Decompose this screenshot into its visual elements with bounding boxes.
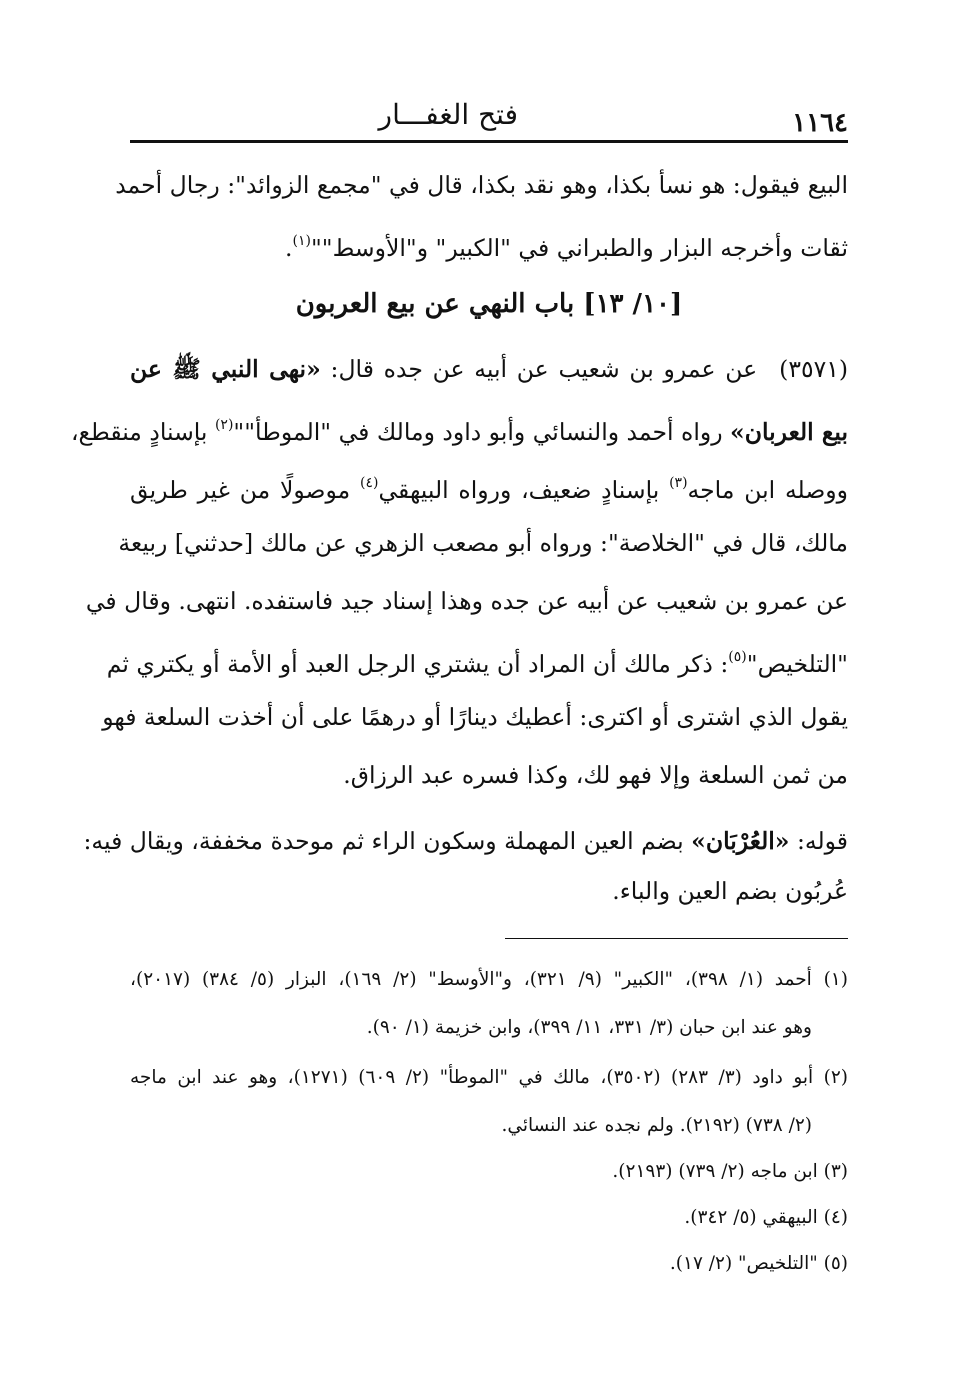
page-header <box>130 96 848 138</box>
commentary-term: «العُرْبَان» <box>691 827 790 855</box>
hadith-text: موصولًا من غير طريق <box>130 475 360 504</box>
commentary-text: بضم العين المهملة وسكون الراء ثم موحدة مخففة، ويقال فيه: <box>83 827 692 855</box>
footnote-separator <box>505 938 848 939</box>
hadith-line-8: من ثمن السلعة وإلا فهو لك، وكذا فسره عبد الرزاق. <box>343 761 848 789</box>
footnote-ref-2: (٢) <box>214 417 234 433</box>
footnote-4: (٤) البيهقي (٥/ ٣٤٢). <box>684 1207 848 1228</box>
footnote-ref-5: (٥) <box>728 649 747 665</box>
commentary-text: قوله: <box>789 827 848 855</box>
hadith-line-1 <box>130 352 848 386</box>
hadith-matn-end: بيع العربان» <box>730 417 848 446</box>
intro-period: . <box>285 233 293 262</box>
intro-line-2 <box>130 226 848 265</box>
commentary-line-1 <box>83 824 848 858</box>
hadith-line-5: عن عمرو بن شعيب عن أبيه عن جده وهذا إسناد جيد فاستفده. انتهى. وقال في <box>85 587 848 615</box>
footnote-5: (٥) "التلخيص" (٢/ ١٧). <box>669 1253 848 1274</box>
hadith-isnad: عن عمرو بن شعيب عن أبيه عن جده قال: <box>320 355 758 383</box>
footnote-ref-1: (١) <box>292 233 311 249</box>
footnote-2: (٢) أبو داود (٣/ ٢٨٣) (٣٥٠٢)، مالك في "الموطأ" (٢/ ٦٠٩) (١٢٧١)، وهو عند ابن ماجه <box>130 1067 848 1088</box>
intro-line-1: البيع فيقول: هو نسأ بكذا، وهو نقد بكذا، قال في "مجمع الزوائد": رجال أحمد <box>115 171 848 199</box>
hadith-text: ووصله ابن ماجه <box>687 475 848 504</box>
hadith-line-4: مالك، قال في "الخلاصة": ورواه أبو مصعب الزهري عن مالك [حدثني] ربيعة <box>118 529 848 557</box>
hadith-takhrij: رواه أحمد والنسائي وأبو داود ومالك في "الموطأ"" <box>233 417 731 446</box>
hadith-line-2 <box>70 410 848 449</box>
hadith-line-3 <box>130 468 848 507</box>
hadith-takhrij-cont: بإسنادٍ منقطع، <box>70 417 215 446</box>
footnote-2-cont: (٢/ ٧٣٨) (٢١٩٢). ولم نجده عند النسائي. <box>501 1115 812 1136</box>
intro-text: ثقات وأخرجه البزار والطبراني في "الكبير" و"الأوسط"" <box>311 233 848 262</box>
footnote-ref-3: (٣) <box>669 475 688 491</box>
footnote-1-cont: وهو عند ابن حبان (٣/ ٣٣١، ١١/ ٣٩٩)، وابن خزيمة (١/ ٩٠). <box>366 1017 812 1038</box>
book-title: فتح الغفـــار <box>378 98 518 131</box>
hadith-text: : ذكر مالك أن المراد أن يشتري الرجل العبد أو الأمة أو يكتري ثم <box>106 649 729 678</box>
hadith-text: بإسنادٍ ضعيف، ورواه البيهقي <box>378 475 670 504</box>
chapter-heading: [١٠/ ١٣] باب النهي عن بيع العربون <box>295 289 683 319</box>
footnote-3: (٣) ابن ماجه (٢/ ٧٣٩) (٢١٩٣). <box>612 1161 848 1182</box>
page-number: ١١٦٤ <box>792 108 848 138</box>
hadith-line-7: يقول الذي اشترى أو اكترى: أعطيك دينارًا أو درهمًا على أن أخذت السلعة فهو <box>102 703 848 731</box>
footnote-1: (١) أحمد (١/ ٣٩٨)، "الكبير" (٩/ ٣٢١)، و"الأوسط" (٢/ ١٦٩)، البزار (٥/ ٣٨٤) (٢٠١٧)، <box>130 969 848 990</box>
hadith-matn: «نهى النبي ﷺ عن <box>130 355 321 383</box>
footnote-ref-4: (٤) <box>360 475 379 491</box>
header-rule <box>130 140 848 143</box>
commentary-line-2: عُربُون بضم العين والباء. <box>612 877 848 905</box>
hadith-line-6 <box>106 642 848 681</box>
hadith-text: "التلخيص" <box>746 649 848 678</box>
hadith-number: (٣٥٧١) <box>779 355 848 383</box>
